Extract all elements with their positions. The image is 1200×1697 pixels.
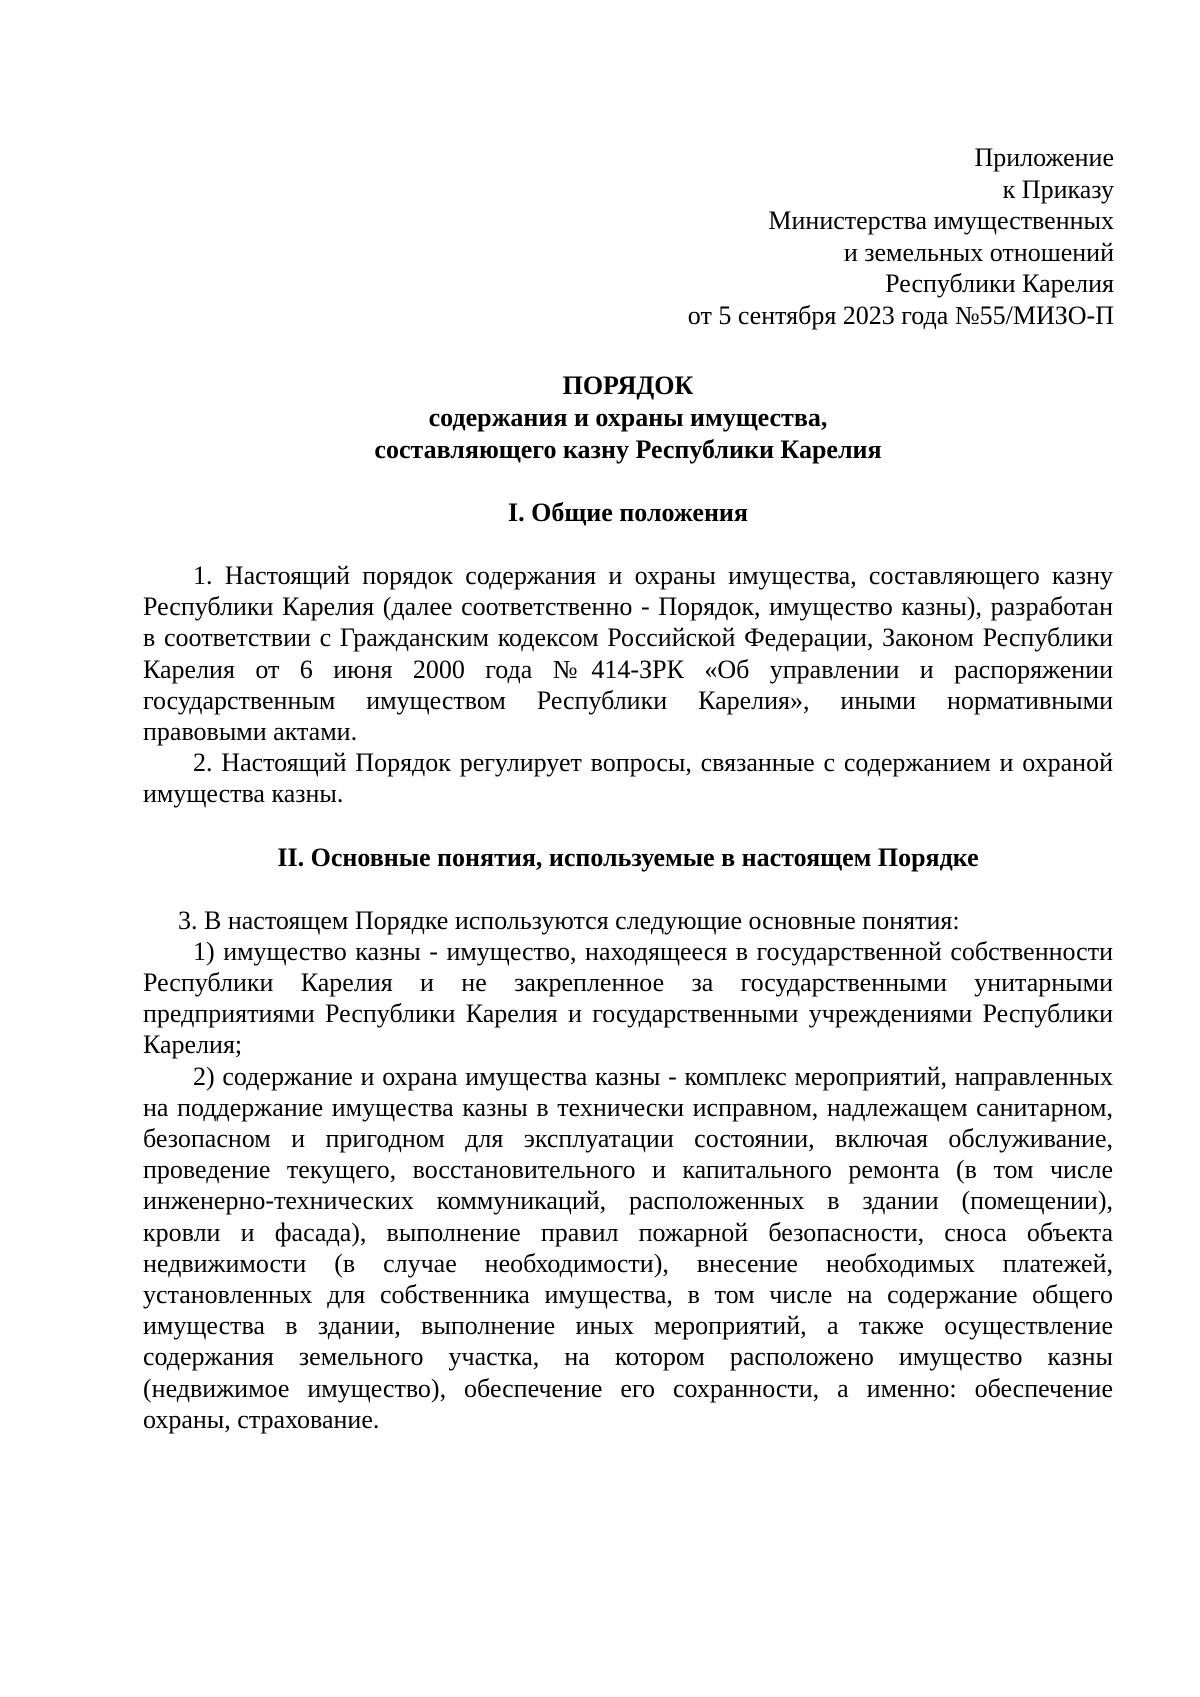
paragraph-2: 2. Настоящий Порядок регулирует вопросы, связанные с содержанием и охраной имущества казны.: [143, 748, 1113, 809]
document-body: [143, 370, 1113, 1435]
approval-block: [514, 142, 1114, 331]
approval-line: к Приказу: [1002, 174, 1114, 204]
document-title: [143, 370, 1113, 466]
paragraph-3: 3. В настоящем Порядке используются следующие основные понятия:: [178, 905, 960, 935]
approval-line: и земельных отношений: [843, 237, 1114, 267]
approval-line: от 5 сентября 2023 года №55/МИЗО-П: [687, 300, 1114, 330]
definition-item-2: 2) содержание и охрана имущества казны - комплекс мероприятий, направленных на поддержание имущества казны в технически исправном, надлежащем санитарном, безопасном и пригодном для эксплуатации состоянии, включая обслуживание, проведение текущего, восстановительного и капитального ремонта (в том числе инженерно-технических коммуникаций, расположенных в здании (помещении), кровли и фасада), выполнение правил пожарной безопасности, сноса объекта недвижимости (в случае необходимости), внесение необходимых платежей, установленных для собственника имущества, в том числе на содержание общего имущества в здании, выполнение иных мероприятий, а также осуществление содержания земельного участка, на котором расположено имущество казны (недвижимое имущество), обеспечение его сохранности, а именно: обеспечение охраны, страхование.: [143, 1061, 1113, 1434]
section-heading-1: I. Общие положения: [508, 498, 748, 527]
section-heading-2: II. Основные понятия, используемые в настоящем Порядке: [277, 842, 979, 872]
definition-item-1: 1) имущество казны - имущество, находящееся в государственной собственности Республики Карелия и не закрепленное за государственными унитарными предприятиями Республики Карелия и государственными учреждениями Республики Карелия;: [143, 936, 1113, 1060]
title-line-3: составляющего казну Республики Карелия: [374, 435, 882, 464]
title-line-main: ПОРЯДОК: [562, 371, 694, 400]
approval-line: Республики Карелия: [885, 269, 1114, 298]
title-line-2: содержания и охраны имущества,: [428, 403, 828, 432]
approval-line: Приложение: [974, 143, 1114, 172]
approval-line: Министерства имущественных: [768, 206, 1114, 235]
paragraph-1: 1. Настоящий порядок содержания и охраны имущества, составляющего казну Республики Карелия (далее соответственно - Порядок, имущество казны), разработан в соответствии с Гражданским кодексом Российской Федерации, Законом Республики Карелия от 6 июня 2000 года №414-ЗРК «Об управлении и распоряжении государственным имуществом Республики Карелия», иными нормативными правовыми актами.: [143, 561, 1113, 747]
